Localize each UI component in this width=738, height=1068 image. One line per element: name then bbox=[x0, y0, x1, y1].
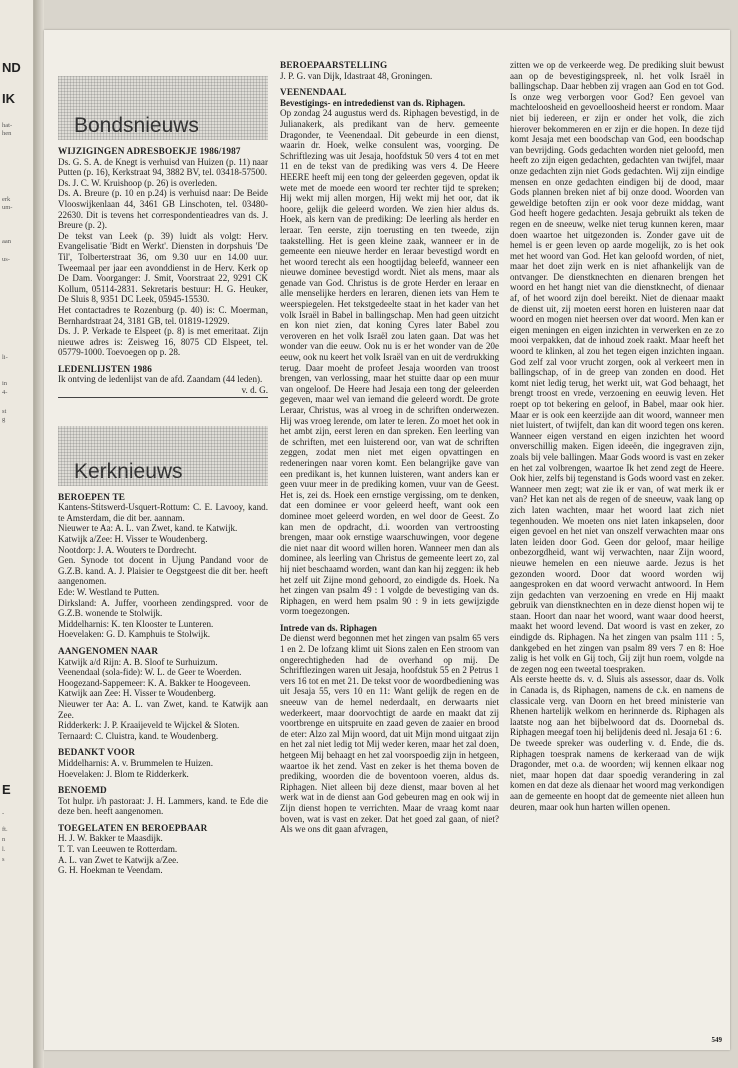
magazine-page bbox=[44, 30, 730, 1050]
prev-fragment: IK bbox=[2, 91, 15, 106]
paragraph: Middelharnis: A. v. Brummelen te Huizen. bbox=[58, 757, 213, 768]
paragraph: Middelharnis: K. ten Klooster te Lunteren. bbox=[58, 618, 214, 629]
paragraph: Ridderkerk: J. P. Kraaijeveld te Wijckel & Sloten. bbox=[58, 720, 240, 731]
prev-fragment: n bbox=[2, 836, 6, 843]
paragraph: Nieuwer te Aa: A. L. van Zwet, kand. te Katwijk. bbox=[58, 523, 238, 534]
prev-fragment: us- bbox=[2, 256, 10, 263]
prev-fragment: hat- bbox=[2, 122, 13, 129]
paragraph: Ds. A. Breure (p. 10 en p.24) is verhuisd naar: De Beide Vlooswijkenlaan 44, 3461 GB Linschoten, tel. 03480-22630. Dit is tevens het correspondentieadres van ds. J. Breure (p. 2). bbox=[58, 188, 268, 231]
paragraph: De tweede spreker was ouderling v. d. Ende, die ds. Riphagen toesprak namens de kerkeraad van de wijk Dragonder, met o.a. de woorden; wij kennen elkaar nog niet, maar hopen dat daar spoedig verandering in zal komen en dat deze als dienaar het woord mag verkondigen aan de gemeente en hoopt dat de gemeente niet alleen hun deuren, maar ook hun harten willen openen. bbox=[510, 738, 724, 812]
prev-fragment: 4- bbox=[2, 389, 8, 396]
section-heading: TOEGELATEN EN BEROEPBAAR bbox=[58, 822, 208, 833]
banner-title: Bondsnieuws bbox=[74, 114, 199, 138]
prev-fragment: l. bbox=[2, 846, 6, 853]
paragraph: Op zondag 24 augustus werd ds. Riphagen bevestigd, in de Julianakerk, als predikant van de herv. gemeente Dragonder, te Veenendaal. Dit gebeurde in een dienst, waarin dr. Hoek, welke consulent was, voorging. De Schriftlezing was uit Jesaja, hoofdstuk 50 vers 4 tot en met 11 en de tekst van de prediking was vers 4. De Heere HEERE heeft mij een tong der geleerden gegeven, opdat ik wete met de moede een woord ter rechter tijd te spreken; Hij wekt mij allen morgen, Hij wekt mij het oor, dat ik hoore, gelijk die geleerd worden. We zien hier aldus ds. Hoek, als kern van de prediking: De leerling als herder en leraar. Ten eerste, zijn toerusting en ten tweede, zijn taakstelling. Het is geen kleine zaak, wanneer er in de gemeente een nieuwe herder en leraar bevestigd wordt en het woord terecht als een hoogtijdag beleefd, wanneer een nieuwe dominee bevestigd wordt. Niet als mens, maar als genade van God. Christus is de grote Herder en leraar en alle menselijke herders en leraren, dienen iets van Hem te weerspiegelen. Het tekstgedeelte staat in het kader van het volk Israël in Babel in ballingschap. Men had geen uitzicht en kon niet zien, dat koning Cyres later Babel zou veroveren en het volk Israël zou laten gaan. Dat was het wonder van die eeuw. Ook nu is er het wonder van de 20e eeuw, ook nu keert het volk Israël van en uit de verdrukking terug. Daar moeht de profeet Jesaja woorden van troost brengen, van verlossing, maar het stuitte daar op een muur van ongeloof. De Heere had Jesaja een tong der geleerden gegeven, maar wel van iemand die geleerd wordt. De grote Leraar, Christus, was al vroeg in de schriften onderwezen. Hij was vroeg lerende, om later te leren. Zo moet het ook in het ambt zijn, eerst leren en dan spreken. Een leerling van de schriften, met een luisterend oor, van wat de schriften zeggen, zodat men niet met eigen opvattingen en redeneringen naar voren komt. Een belangrijke gave van een predikant is, het kunnen luisteren, want anders kan er geen vuur meer in de prediking komen, vuur van de Geest. Het is, zei ds. Hoek een ernstige vergissing, om te denken, dat een dominee er voor geleerd heeft, want ook een dominee moet geleerd worden, en wel door de Geest. Zo kan men de opdracht, d.i. woorden van vertroosting brengen, maar ook ernstige waarschuwingen, voor degene die niet naar dit woord willen horen. Wanneer men dan als dominee, als leerling van Christus de gemeente leert zo, zal hij niet beschaamd worden, want dan kan hij zeggen: ik heb het zelf uit Zijne mond gehoord, zo eindigde ds. Hoek. Na het zingen van psalm 49 : 1 volgde de bevestiging van ds. Riphagen, en werd hem psalm 90 : 9 in iets gewijzigde vorm toegezongen. bbox=[280, 108, 499, 617]
prev-fragment: ft. bbox=[2, 826, 8, 833]
paragraph: Ds. G. S. A. de Knegt is verhuisd van Huizen (p. 11) naar Putten (p. 16), Kerkstraat 94, 3882 BV, tel. 03418-57500. bbox=[58, 156, 268, 178]
paragraph: Ds. J. C. W. Kruishoop (p. 26) is overleden. bbox=[58, 177, 218, 188]
section-heading: BEROEPAARSTELLING bbox=[280, 60, 388, 70]
prev-fragment: li- bbox=[2, 354, 8, 361]
prev-fragment: ND bbox=[2, 60, 21, 75]
article-subheading: Bevestigings- en intrededienst van ds. Riphagen. bbox=[280, 97, 466, 108]
paragraph: Als eerste heette ds. v. d. Sluis als assessor, daar ds. Volk in Canada is, ds Riphagen, namens de c.k. en namens de classicale verg. van Doorn en het breed ministerie van Rhenen hartelijk welkom en herinnerde ds. Riphagen als laatste nog aan het bijbelwoord dat ds. Doornebal ds. Riphagen meegaf toen hij belijdenis deed nl. Jesaja 61 : 6. bbox=[510, 674, 724, 738]
paragraph: Dirksland: A. Juffer, voorheen zendingspred. voor de G.Z.B. wonende te Stolwijk. bbox=[58, 597, 268, 619]
paragraph: Ternaard: C. Cluistra, kand. te Woudenberg. bbox=[58, 730, 219, 741]
paragraph: Nootdorp: J. A. Wouters te Dordrecht. bbox=[58, 544, 197, 555]
paragraph: Katwijk a/Zee: H. Visser te Woudenberg. bbox=[58, 534, 208, 545]
paragraph: H. J. W. Bakker te Maasdijk. bbox=[58, 833, 163, 844]
paragraph: Het contactadres te Rozenburg (p. 40) is: C. Moerman, Bernhardstraat 24, 3181 GB, tel. 01819-12929. bbox=[58, 304, 268, 326]
paragraph: Hoogezand-Sappemeer: K. A. Bakker te Hoogeveen. bbox=[58, 677, 251, 688]
section-heading: VEENENDAAL bbox=[280, 87, 347, 98]
paragraph: Gen. Synode tot docent in Ujung Pandand voor de G.Z.B. kand. A. J. Plaisier te Oegstgeest die dit ber. heeft aangenomen. bbox=[58, 555, 268, 587]
prev-fragment: um- bbox=[2, 204, 13, 211]
prev-fragment: E bbox=[2, 782, 11, 797]
article-subheading: Intrede van ds. Riphagen bbox=[280, 622, 377, 633]
section-heading: WIJZIGINGEN ADRESBOEKJE 1986/1987 bbox=[58, 146, 241, 156]
prev-fragment: st bbox=[2, 408, 7, 415]
paragraph: A. L. van Zwet te Katwijk a/Zee. bbox=[58, 854, 179, 865]
paragraph: Katwijk a/d Rijn: A. B. Sloof te Surhuizum. bbox=[58, 656, 218, 667]
paragraph: J. P. G. van Dijk, Idastraat 48, Groningen. bbox=[280, 70, 433, 81]
prev-fragment: g bbox=[2, 416, 6, 423]
previous-page-edge bbox=[0, 0, 34, 1068]
paragraph: Ik ontving de ledenlijst van de afd. Zaandam (44 leden). bbox=[58, 374, 263, 385]
paragraph: Ede: W. Westland te Putten. bbox=[58, 587, 160, 597]
prev-fragment: aan bbox=[2, 238, 12, 245]
section-heading: LEDENLIJSTEN 1986 bbox=[58, 363, 153, 374]
paragraph: Hoevelaken: G. D. Kamphuis te Stolwijk. bbox=[58, 629, 211, 640]
paragraph: Katwijk aan Zee: H. Visser te Woudenberg. bbox=[58, 688, 216, 699]
section-heading: BEROEPEN TE bbox=[58, 491, 126, 502]
signature: v. d. G. bbox=[58, 385, 268, 398]
section-heading: BEDANKT VOOR bbox=[58, 747, 136, 758]
prev-fragment: erk bbox=[2, 196, 11, 203]
paragraph: Kantens-Stitswerd-Usquert-Rottum: C. E. Lavooy, kand. te Amsterdam, die dit ber. aannam. bbox=[58, 502, 268, 523]
prev-fragment: hen bbox=[2, 130, 12, 137]
paragraph: Tot hulpr. i/h pastoraat: J. H. Lammers, kand. te Ede die deze ben. heeft aangenomen. bbox=[58, 795, 268, 817]
section-banner bbox=[58, 76, 268, 140]
section-heading: AANGENOMEN NAAR bbox=[58, 645, 159, 656]
prev-fragment: in bbox=[2, 380, 8, 387]
book-gutter bbox=[34, 0, 44, 1068]
column-middle bbox=[280, 30, 499, 835]
paragraph: De dienst werd begonnen met het zingen van psalm 65 vers 1 en 2. De lofzang klimt uit Sions zalen en Een stroom van ongerechtigheden had de overhand op mij. De Schriftlezingen waren uit Jesaja, hoofdstuk 55 en 2 Petrus 1 vers 16 tot en met 21. De tekst voor de woordbediening was uit Jesaja 55, vers 10 en 11: Want gelijk de regen en de sneeuw van de hemel nederdaalt, en derwaarts niet wederkeert, maar doorvochtigt de aarde en maakt dat zij voortbrenge en uitspruite en zaad geven de zaaier en brood de eter: Alzo zal Mijn woord, dat uit Mijn mond uitgaat zijn en het zal niet ledig tot Mij weder keren, maar het zal doen, hetgeen Mij behaagt en het zal voorspoedig zijn in hetgeen, waartoe ik het zend. Vast en zeker is het thema boven de prediking, woorden die de boventoon voeren, aldus ds. Riphagen. Niet alleen bij deze dienst, maar boven al het werk wat in de dienst aan God gebeuren mag en ook wij in Zijn dienst hopen te verrichten. Maar de vraag komt naar boven, wat is vast en zeker. Dat het goed zal gaan, of niet? Als we ons dit gaan afvragen, bbox=[280, 633, 499, 835]
section-heading: BENOEMD bbox=[58, 785, 107, 796]
paragraph: Veenendaal (sola-fide): W. L. de Geer te Woerden. bbox=[58, 667, 242, 678]
page-number: 549 bbox=[711, 1036, 722, 1044]
paragraph: Hoevelaken: J. Blom te Ridderkerk. bbox=[58, 768, 189, 779]
paragraph: G. H. Hoekman te Veendam. bbox=[58, 865, 163, 876]
prev-fragment: - bbox=[2, 810, 5, 817]
paragraph: Nieuwer ter Aa: A. L. van Zwet, kand. te Katwijk aan Zee. bbox=[58, 698, 268, 720]
paragraph: Ds. J. P. Verkade te Elspeet (p. 8) is met emeritaat. Zijn nieuwe adres is: Zeisweg 16, 8075 CD Elspeet, tel. 05779-1000. Toevoegen op p. 28. bbox=[58, 326, 268, 358]
paragraph: De tekst van Leek (p. 39) luidt als volgt: Herv. Evangelisatie 'Bidt en Werkt'. Diensten in dorpshuis 'De Til', Tolberterstraat 36, om 9.30 uur en 14.00 uur. Tweemaal per jaar een avonddienst in de Herv. Kerk op De Dam. Voorganger: J. Smit, Voorstraat 22, 9291 CK Kollum, 05114-2831. Sekretaris bestuur: H. G. Heuker, De Sluis 8, 9351 DC Leek, 05945-15530. bbox=[58, 230, 268, 305]
paragraph: T. T. van Leeuwen te Rotterdam. bbox=[58, 844, 178, 855]
column-left bbox=[58, 30, 268, 876]
paragraph: zitten we op de verkeerde weg. De prediking sluit bewust aan op de bevestigingspreek, nl. het volk Israël in ballingschap. Daar hebben zij vragen aan God en tot God. Is onze weg verborgen voor God? Een gevoel van machteloosheid en gevoelloosheid heerst er rondom. Maar niet bij iedereen, er zijn er onder het volk, die zich hierover bekommeren en er zijn er die hopen. In deze tijd komt Jesaja met een boodschap van God, een boodschap van bevrijding. Gods gedachten worden niet geloofd, men heeft zo zijn eigen gedachten, gedachten van twijfel, maar onze gedachten zijn niet Gods gedachten. Wij zijn eindige mensen en onze gedachten eindigen bij de dood, maar Gods plannen breken niet af bij onze dood. Woorden van geweldige betoften zijn er ook voor deze middag, want God heeft hogere gedachten. Jesaja gebruikt als teken de regen en de sneeuw, welke niet terug kunnen keren, maar doen waartoe het uitgezonden is. Zonder gave uit de hemel is er geen leven op aarde mogelijk, zo is het ook met het woord van God. Het kan geloofd worden, of niet, maar het doet zijn werk en is niet afhankelijk van de ontvanger. De dienstknechten en dienaren brengen het woord en het hangt niet van die dienstknecht, of dienaar af, of het woord zijn doel bereikt. Niet de dienaar maakt de dienst uit, zij moeten eerst horen en luisteren naar dat woord en mogen niet heersen over dat woord. Men kan er eigen meningen en eigen inzichten in verwerken en ze zo mooi verpakken, dat de inhoud zoek raakt. Maar heeft het woord te klinken, al zou het tegen eigen inzichten ingaan. God zelf zal voor vrucht zorgen, ook al verkeert men in ballingschap, of in de greep van zonden en dood. Het komt niet ledig terug, het werkt uit, wat God behaagt, het brengt troost en vrede, verzoening en eeuwig leven. Het roept op tot bekering en geloof, in Babel, maar ook hier. Maar er is ook een keerzijde aan dit woord, wanneer men niet luistert, of twijfelt, dan kan dit woord tegen ons keren. Wanneer eigen verstand en eigen inzichten het woord onverschillig maken. Eigen ideeën, die ingegraven zijn, zoals bij vele ballingen. Maar Gods woord is vast en zeker en het zal volbrengen, waartoe Ik het zend zegt de Heere. Ook hier, zelfs bij tegenstand is Gods woord vast en zeker. Wanneer men zegt; wat zie ik er van, of wat merk ik er van? Het kan net als de regen of de sneeuw, vaak lang op zich laten wachten, maar het woord laat zich niet tegenhouden. We moeten ons niet laten inkapselen, door eigen gevoel en het niet van onszelf verwachten maar ons laten leiden door God. Geen dor geloof, maar heilige onbezorgdheid, want wij verwachten, naar Zijn woord, nieuwe hemelen en een nieuwe aarde. Jezus is het gezonden woord. Door dat woord worden wij aangesproken en dat woord verwacht antwoord. In Hem zijn gedachten van verzoening en vrede en Hij maakt gebruik van dienstknechten en in deze dienst hopen wij te staan. Hoort dan naar het woord, want waar dood heerst, maakt het woord levend. Dat woord is vast en zeker, zo eindigde ds. Riphagen. Na het zingen van psalm 111 : 5, dankgebed en het zingen van psalm 89 vers 7 en 8: Hoe zalig is het volk en Gij toch, Gij zijt hun roem, volgde na de zegen nog een tweetal toespraken. bbox=[510, 60, 724, 674]
column-right bbox=[510, 30, 724, 812]
section-banner bbox=[58, 426, 268, 486]
banner-title: Kerknieuws bbox=[74, 460, 183, 484]
prev-fragment: s bbox=[2, 856, 5, 863]
